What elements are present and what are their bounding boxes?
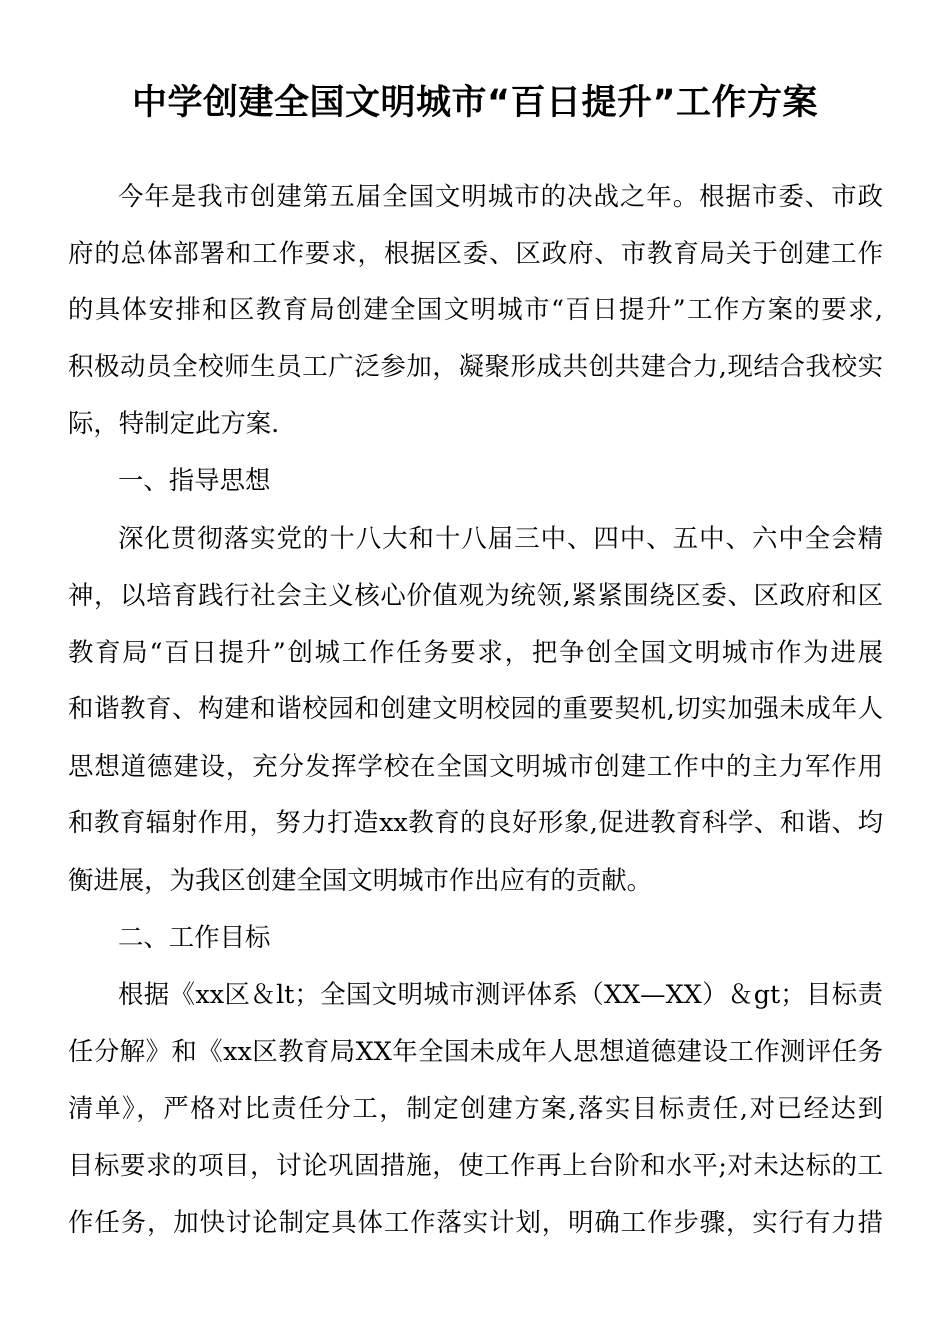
paragraph-guiding-line: 神，以培育践行社会主义核心价值观为统领,紧紧围绕区委、区政府和区 — [68, 580, 883, 610]
paragraph-goals-line: 清单》，严格对比责任分工，制定创建方案,落实目标责任,对已经达到 — [68, 1093, 883, 1123]
paragraph-goals-line: 目标要求的项目，讨论巩固措施，使工作再上台阶和水平;对未达标的工 — [68, 1150, 883, 1180]
document-title: 中学创建全国文明城市“百日提升”工作方案 — [131, 83, 818, 123]
section-heading-work-goals: 二、工作目标 — [118, 922, 271, 952]
paragraph-guiding-line: 和谐教育、构建和谐校园和创建文明校园的重要契机,切实加强未成年人 — [68, 693, 883, 723]
section-heading-guiding-thought: 一、指导思想 — [118, 465, 271, 495]
paragraph-goals-line: 根据《xx区＆lt；全国文明城市测评体系（XX—XX）＆gt；目标责 — [118, 979, 883, 1009]
paragraph-guiding-line: 衡进展，为我区创建全国文明城市作出应有的贡献。 — [68, 865, 652, 895]
paragraph-intro-line: 府的总体部署和工作要求，根据区委、区政府、市教育局关于创建工作 — [68, 238, 883, 268]
paragraph-guiding-line: 深化贯彻落实党的十八大和十八届三中、四中、五中、六中全会精 — [118, 523, 883, 553]
paragraph-guiding-line: 思想道德建设，充分发挥学校在全国文明城市创建工作中的主力军作用 — [68, 751, 883, 781]
paragraph-intro-line: 的具体安排和区教育局创建全国文明城市“百日提升”工作方案的要求, — [68, 294, 883, 324]
paragraph-guiding-line: 教育局“百日提升”创城工作任务要求，把争创全国文明城市作为进展 — [68, 637, 883, 667]
paragraph-guiding-line: 和教育辐射作用，努力打造xx教育的良好形象,促进教育科学、和谐、均 — [68, 807, 883, 837]
paragraph-goals-line: 作任务，加快讨论制定具体工作落实计划，明确工作步骤，实行有力措 — [68, 1207, 883, 1237]
paragraph-intro-line: 际，特制定此方案. — [68, 408, 280, 438]
paragraph-intro-line: 今年是我市创建第五届全国文明城市的决战之年。根据市委、市政 — [118, 181, 883, 211]
paragraph-intro-line: 积极动员全校师生员工广泛参加，凝聚形成共创共建合力,现结合我校实 — [68, 351, 883, 381]
paragraph-goals-line: 任分解》和《xx区教育局XX年全国未成年人思想道德建设工作测评任务 — [68, 1036, 883, 1066]
